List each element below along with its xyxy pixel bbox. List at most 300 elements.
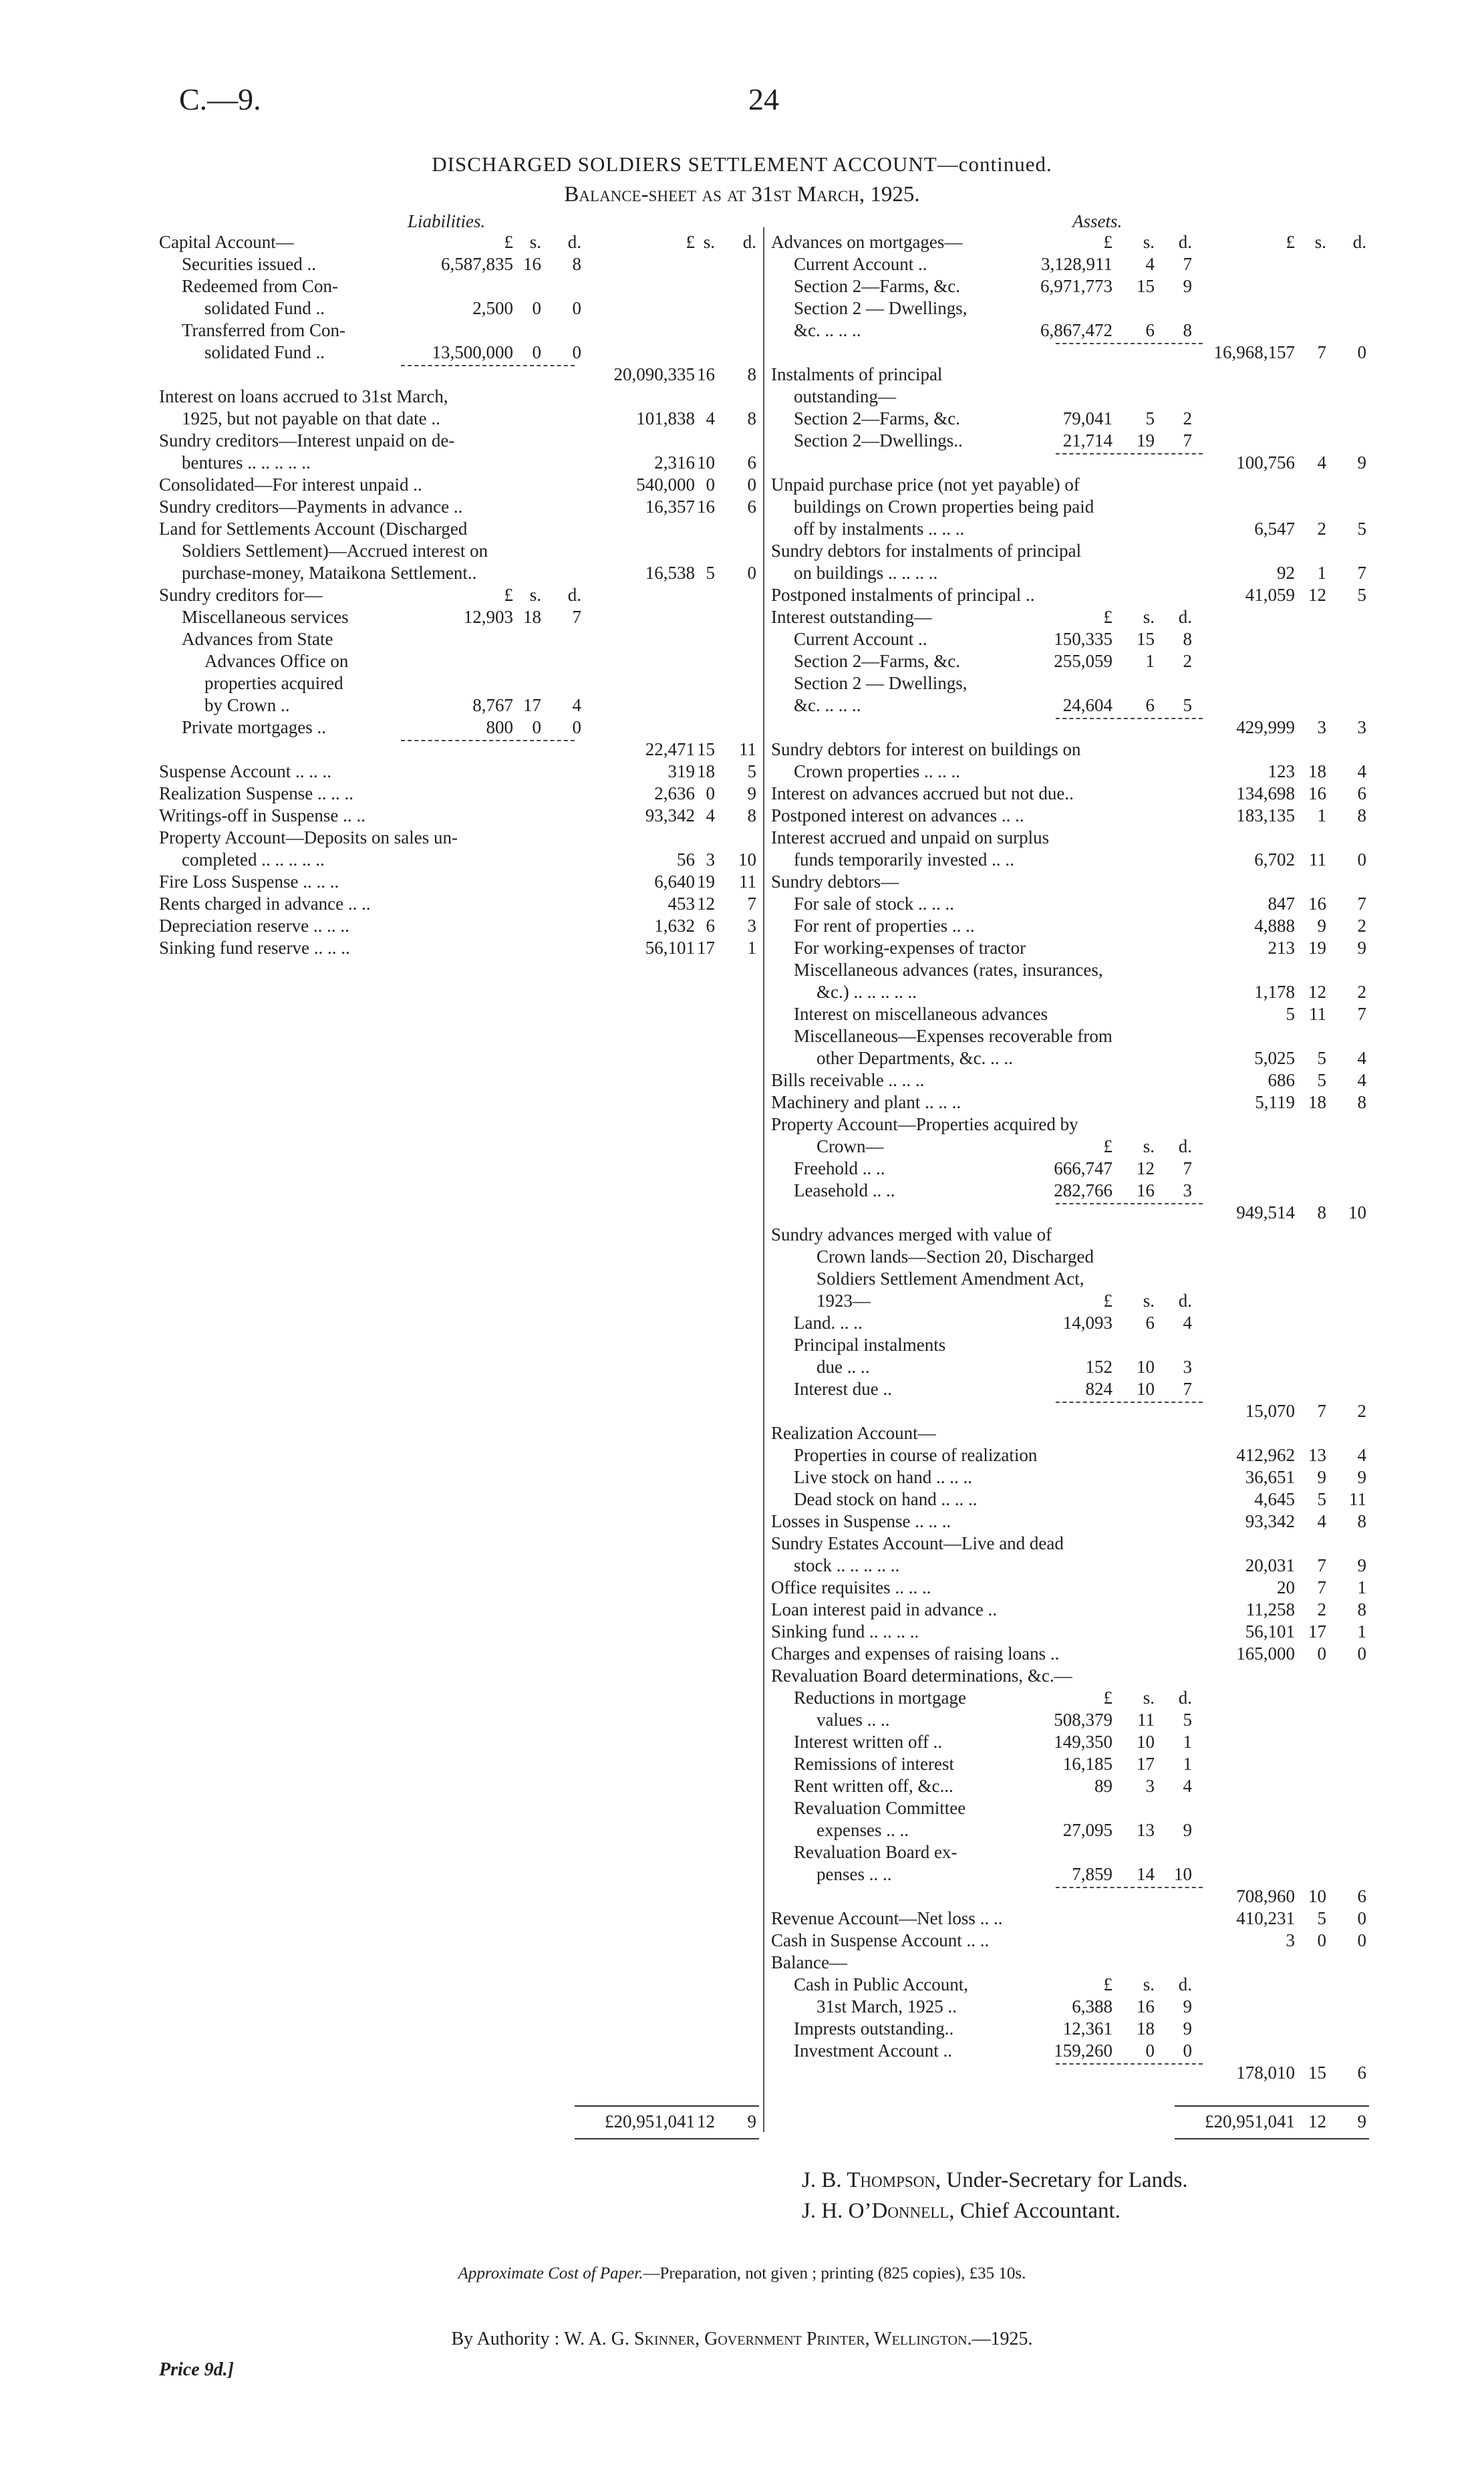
asset-amount-c3: 1 (1183, 1732, 1192, 1752)
asset-amount-c5: 17 (1308, 1621, 1326, 1642)
liability-amount-c3: 7 (572, 607, 581, 627)
asset-row (0, 408, 1484, 430)
asset-row-label: Unpaid purchase price (not yet payable) of (771, 475, 1080, 495)
asset-row (0, 1687, 1484, 1709)
asset-amount-c5: 9 (1317, 1467, 1326, 1487)
asset-row (0, 805, 1484, 827)
liability-row-label: Consolidated—For interest unpaid .. (159, 475, 422, 495)
asset-row (0, 562, 1484, 584)
asset-row-label: Soldiers Settlement Amendment Act, (817, 1269, 1084, 1289)
asset-row-label: Advances on mortgages— (771, 232, 963, 252)
liability-row-label: Soldiers Settlement)—Accrued interest on (182, 541, 488, 561)
asset-amount-c5: 2 (1317, 519, 1326, 539)
liability-amount-c5: 6 (706, 916, 715, 936)
liability-amount-c5: 4 (706, 408, 715, 428)
liability-amount-c4: 101,838 (636, 408, 695, 428)
liability-amount-c6: 3 (747, 916, 756, 936)
liability-row-label: Interest on loans accrued to 31st March, (159, 386, 448, 406)
asset-amount-c6: 0 (1357, 1930, 1366, 1950)
asset-amount-c1: 6,388 (1072, 1996, 1112, 2016)
asset-row (0, 606, 1484, 628)
asset-row (0, 1533, 1484, 1555)
asset-row (0, 1775, 1484, 1797)
asset-row-label: Reductions in mortgage (794, 1688, 966, 1708)
liability-amount-c5: 10 (697, 452, 715, 473)
liability-total-rule-top (575, 2105, 759, 2107)
asset-amount-c3: 2 (1183, 651, 1192, 671)
liability-row-label: Redeemed from Con- (182, 276, 338, 296)
asset-amount-c6: 10 (1348, 1202, 1366, 1222)
asset-row (0, 1511, 1484, 1533)
liability-amount-c5: s. (703, 232, 715, 252)
asset-row (0, 2040, 1484, 2062)
liability-amount-c3: d. (567, 232, 581, 252)
asset-row-label: Freehold .. .. (794, 1158, 885, 1178)
asset-row-label: Section 2—Farms, &c. (794, 651, 960, 671)
asset-amount-c5: 16 (1308, 894, 1326, 914)
document-subtitle: Balance-sheet as at 31st March, 1925. (564, 182, 920, 207)
signature-thompson (802, 2168, 1188, 2193)
asset-row (0, 1665, 1484, 1687)
asset-row (0, 386, 1484, 408)
asset-amount-c3: 3 (1183, 1180, 1192, 1200)
asset-amount-c1: 14,093 (1062, 1313, 1112, 1333)
asset-amount-c3: 7 (1183, 430, 1192, 450)
asset-amount-c3: 5 (1183, 695, 1192, 715)
asset-amount-c1: £ (1103, 232, 1112, 252)
asset-row (0, 1841, 1484, 1863)
asset-row-label: Cash in Public Account, (794, 1974, 968, 1994)
asset-row-label: Postponed interest on advances .. .. (771, 805, 1024, 825)
asset-row-label: Interest written off .. (794, 1732, 943, 1752)
asset-amount-c5: 0 (1317, 1644, 1326, 1664)
asset-amount-c5: 7 (1317, 1577, 1326, 1597)
asset-subtotal-rule (1056, 1203, 1203, 1204)
asset-row-label: other Departments, &c. .. .. (817, 1048, 1013, 1068)
asset-amount-c4: 20 (1277, 1577, 1295, 1597)
liability-amount-c5: 0 (706, 475, 715, 495)
asset-row (0, 628, 1484, 650)
document-code: C.—9. (179, 82, 261, 116)
asset-amount-c4: 20,031 (1245, 1555, 1295, 1575)
asset-row-label: Instalments of principal (771, 364, 943, 384)
asset-row (0, 959, 1484, 981)
asset-amount-c6: 1 (1357, 1621, 1366, 1642)
asset-amount-c6: 2 (1357, 916, 1366, 936)
asset-amount-c1: 79,041 (1062, 408, 1112, 428)
liability-amount-c6: 6 (747, 497, 756, 517)
liability-amount-c6: 1 (747, 938, 756, 958)
asset-row-label: For rent of properties .. .. (794, 916, 975, 936)
asset-row (0, 1334, 1484, 1356)
asset-amount-c3: 9 (1183, 1820, 1192, 1840)
asset-amount-c3: d. (1178, 1136, 1192, 1156)
liability-amount-c6: d. (742, 232, 756, 252)
asset-row-label: Section 2—Farms, &c. (794, 276, 960, 296)
asset-row-label: &c. .. .. .. (794, 320, 861, 340)
asset-amount-c6: 9 (1357, 1555, 1366, 1575)
asset-row-label: Sinking fund .. .. .. .. (771, 1621, 919, 1642)
asset-amount-c6: 9 (1357, 452, 1366, 473)
asset-amount-c4: 93,342 (1245, 1511, 1295, 1531)
asset-amount-c4: 4,645 (1254, 1489, 1295, 1509)
asset-amount-c1: 255,059 (1054, 651, 1112, 671)
asset-amount-c1: £ (1103, 1136, 1112, 1156)
liability-amount-c6: 11 (739, 739, 756, 759)
asset-row (0, 1709, 1484, 1731)
asset-amount-c6: 0 (1357, 849, 1366, 870)
asset-subtotal-rule (1056, 343, 1203, 344)
asset-amount-c5: 5 (1317, 1908, 1326, 1928)
asset-amount-c4: 15,070 (1245, 1401, 1295, 1421)
asset-amount-c3: d. (1178, 1974, 1192, 1994)
asset-row (0, 1047, 1484, 1069)
asset-row-label: Crown properties .. .. .. (794, 761, 960, 781)
asset-amount-c3: 9 (1183, 276, 1192, 296)
asset-amount-c2: 18 (1137, 2018, 1155, 2039)
asset-row (0, 253, 1484, 275)
liability-amount-c4: 2,636 (654, 783, 695, 803)
liability-amount-c3: 4 (572, 695, 581, 715)
asset-subtotal-rule (1056, 718, 1203, 719)
asset-row (0, 981, 1484, 1003)
asset-row-label: Loan interest paid in advance .. (771, 1599, 998, 1619)
asset-amount-c4: 213 (1268, 938, 1295, 958)
asset-amount-c2: 5 (1145, 408, 1155, 428)
asset-amount-c4: 412,962 (1236, 1445, 1295, 1465)
authority-prefix: By Authority : (451, 2329, 560, 2349)
asset-row (0, 915, 1484, 937)
asset-amount-c4: 1,178 (1254, 982, 1295, 1002)
asset-amount-c6: 6 (1357, 1886, 1366, 1906)
liability-amount-c1: 8,767 (472, 695, 513, 715)
liability-amount-c6: 9 (747, 783, 756, 803)
asset-amount-c1: 16,185 (1062, 1754, 1112, 1774)
asset-amount-c4: 183,135 (1236, 805, 1295, 825)
asset-row (0, 430, 1484, 452)
asset-row-label: Interest due .. (794, 1379, 892, 1399)
asset-amount-c3: 2 (1183, 408, 1192, 428)
asset-row-label: Leasehold .. .. (794, 1180, 895, 1200)
asset-row (0, 1114, 1484, 1136)
liability-row-label: Transferred from Con- (182, 320, 345, 340)
liability-row-label: Private mortgages .. (182, 717, 326, 737)
asset-amount-c2: 13 (1137, 1820, 1155, 1840)
asset-amount-c3: 3 (1183, 1357, 1192, 1377)
asset-amount-c1: 150,335 (1054, 629, 1112, 649)
signatory-name: J. H. O’Donnell, (802, 2199, 955, 2223)
liability-amount-c6: 6 (747, 452, 756, 473)
asset-row-label: Section 2 — Dwellings, (794, 298, 968, 318)
asset-row-label: For working-expenses of tractor (794, 938, 1026, 958)
asset-amount-c2: 14 (1137, 1864, 1155, 1884)
liability-row-label: Securities issued .. (182, 254, 316, 274)
asset-amount-c4: 36,651 (1245, 1467, 1295, 1487)
asset-amount-c2: s. (1143, 1688, 1155, 1708)
liability-amount-c5: 4 (706, 805, 715, 825)
asset-row (0, 1158, 1484, 1180)
liability-amount-c5: 3 (706, 849, 715, 870)
liability-amount-c1: 13,500,000 (432, 342, 513, 362)
cost-note-label: Approximate Cost of Paper. (458, 2264, 643, 2282)
asset-amount-c5: 5 (1317, 1070, 1326, 1090)
asset-amount-c1: 24,604 (1062, 695, 1112, 715)
asset-row (0, 1731, 1484, 1753)
asset-row (0, 1952, 1484, 1974)
liability-amount-c4: 20,090,335 (613, 364, 695, 384)
liability-amount-c5: 0 (706, 783, 715, 803)
asset-row (0, 1577, 1484, 1599)
asset-amount-c4: 429,999 (1236, 717, 1295, 737)
asset-amount-c2: 10 (1137, 1379, 1155, 1399)
asset-row (0, 474, 1484, 496)
asset-amount-c5: 10 (1308, 1886, 1326, 1906)
asset-row-label: Interest on advances accrued but not due.. (771, 783, 1074, 803)
asset-row (0, 1224, 1484, 1246)
cost-note (0, 2264, 1484, 2283)
asset-row-label: Section 2 — Dwellings, (794, 673, 968, 693)
asset-amount-c1: 3,128,911 (1041, 254, 1112, 274)
liability-row-label: completed .. .. .. .. .. (182, 849, 325, 870)
liability-grand-total-c4: £20,951,041 (605, 2111, 695, 2131)
asset-amount-c5: s. (1314, 232, 1326, 252)
asset-row (0, 893, 1484, 915)
asset-row (0, 761, 1484, 783)
asset-amount-c2: s. (1143, 607, 1155, 627)
liability-grand-total-c6: 9 (747, 2111, 756, 2131)
liability-amount-c4: 22,471 (645, 739, 695, 759)
asset-amount-c6: 3 (1357, 717, 1366, 737)
asset-row (0, 342, 1484, 364)
asset-amount-c2: 15 (1137, 276, 1155, 296)
asset-row (0, 849, 1484, 871)
asset-amount-c4: £ (1286, 232, 1295, 252)
asset-amount-c3: 7 (1183, 1158, 1192, 1178)
liability-row-label: Realization Suspense .. .. .. (159, 783, 353, 803)
liabilities-heading: Liabilities. (408, 211, 486, 231)
asset-amount-c6: 7 (1357, 1004, 1366, 1024)
asset-row-label: Sundry Estates Account—Live and dead (771, 1533, 1064, 1553)
asset-amount-c3: 4 (1183, 1313, 1192, 1333)
asset-amount-c6: 5 (1357, 585, 1366, 605)
asset-row (0, 937, 1484, 959)
liability-amount-c2: 0 (532, 298, 541, 318)
asset-amount-c3: 1 (1183, 1754, 1192, 1774)
asset-row-label: Remissions of interest (794, 1754, 954, 1774)
asset-amount-c6: 8 (1357, 1511, 1366, 1531)
asset-amount-c1: 6,971,773 (1040, 276, 1112, 296)
asset-amount-c6: 8 (1357, 1092, 1366, 1112)
liability-amount-c3: d. (567, 585, 581, 605)
asset-row (0, 1378, 1484, 1400)
asset-row (0, 1863, 1484, 1885)
asset-row (0, 1422, 1484, 1444)
asset-amount-c5: 1 (1317, 805, 1326, 825)
asset-amount-c1: 149,350 (1054, 1732, 1112, 1752)
liability-row-label: Suspense Account .. .. .. (159, 761, 331, 781)
asset-amount-c5: 0 (1317, 1930, 1326, 1950)
asset-row (0, 1974, 1484, 1996)
asset-amount-c2: 6 (1145, 320, 1155, 340)
asset-row (0, 1466, 1484, 1488)
asset-amount-c4: 5 (1286, 1004, 1295, 1024)
liability-amount-c1: 800 (486, 717, 513, 737)
liability-amount-c6: 5 (747, 761, 756, 781)
asset-row (0, 1202, 1484, 1224)
asset-amount-c2: 6 (1145, 1313, 1155, 1333)
asset-amount-c4: 178,010 (1236, 2063, 1295, 2083)
asset-row (0, 672, 1484, 694)
signature-odonnell (802, 2199, 1121, 2224)
asset-row-label: Rent written off, &c... (794, 1776, 953, 1796)
asset-amount-c6: 8 (1357, 1599, 1366, 1619)
signatory-name: J. B. Thompson, (802, 2168, 941, 2192)
asset-row-label: Investment Account .. (794, 2041, 952, 2061)
asset-row-label: Interest accrued and unpaid on surplus (771, 827, 1050, 847)
asset-amount-c4: 165,000 (1236, 1644, 1295, 1664)
asset-row-label: Revaluation Board ex- (794, 1842, 957, 1862)
liability-amount-c5: 15 (697, 739, 715, 759)
asset-amount-c3: d. (1178, 1291, 1192, 1311)
liability-amount-c5: 16 (697, 364, 715, 384)
asset-row-label: penses .. .. (817, 1864, 892, 1884)
asset-row-label: values .. .. (817, 1710, 890, 1730)
asset-row-label: stock .. .. .. .. .. (794, 1555, 900, 1575)
asset-amount-c5: 5 (1317, 1048, 1326, 1068)
asset-row-label: Interest outstanding— (771, 607, 932, 627)
asset-subtotal-rule (1056, 453, 1203, 454)
liability-amount-c4: 56,101 (645, 938, 695, 958)
asset-amount-c1: 89 (1094, 1776, 1112, 1796)
asset-row (0, 452, 1484, 474)
asset-row (0, 1621, 1484, 1643)
asset-total-rule-top (1175, 2105, 1369, 2107)
asset-amount-c6: 7 (1357, 563, 1366, 583)
liability-amount-c5: 16 (697, 497, 715, 517)
liability-amount-c3: 8 (572, 254, 581, 274)
liability-amount-c2: 16 (523, 254, 541, 274)
asset-row-label: Current Account .. (794, 629, 927, 649)
cost-note-text: —Preparation, not given ; printing (825 copies), £35 10s. (643, 2264, 1026, 2282)
asset-row-label: Crown— (817, 1136, 884, 1156)
liability-row-label: Land for Settlements Account (Discharged (159, 519, 468, 539)
asset-amount-c3: 4 (1183, 1776, 1192, 1796)
liability-amount-c2: 17 (523, 695, 541, 715)
asset-amount-c2: s. (1143, 1291, 1155, 1311)
asset-amount-c6: 2 (1357, 1401, 1366, 1421)
asset-row-label: on buildings .. .. .. .. (794, 563, 938, 583)
asset-row (0, 871, 1484, 893)
liability-amount-c3: 0 (572, 342, 581, 362)
asset-amount-c3: 8 (1183, 320, 1192, 340)
asset-row-label: Losses in Suspense .. .. .. (771, 1511, 951, 1531)
asset-amount-c2: 17 (1137, 1754, 1155, 1774)
liability-row-label: 1925, but not payable on that date .. (182, 408, 440, 428)
asset-amount-c4: 3 (1286, 1930, 1295, 1950)
liability-amount-c6: 10 (738, 849, 756, 870)
asset-amount-c6: 4 (1357, 1445, 1366, 1465)
asset-amount-c1: 508,379 (1054, 1710, 1112, 1730)
asset-row-label: Sundry debtors— (771, 872, 899, 892)
liability-amount-c1: 12,903 (463, 607, 513, 627)
asset-row-label: Principal instalments (794, 1335, 946, 1355)
authority-text: W. A. G. Skinner, Government Printer, Wellington.—1925. (564, 2329, 1033, 2349)
asset-row-label: Revenue Account—Net loss .. .. (771, 1908, 1003, 1928)
asset-row-label: outstanding— (794, 386, 896, 406)
document-title: DISCHARGED SOLDIERS SETTLEMENT ACCOUNT—continued. (432, 152, 1052, 176)
asset-amount-c4: 708,960 (1236, 1886, 1295, 1906)
asset-amount-c6: 4 (1357, 1048, 1366, 1068)
asset-amount-c5: 11 (1309, 849, 1326, 870)
asset-row-label: Realization Account— (771, 1423, 936, 1443)
liability-amount-c4: 1,632 (654, 916, 695, 936)
liability-row-label: Depreciation reserve .. .. .. (159, 916, 349, 936)
liability-row-label: bentures .. .. .. .. .. (182, 452, 311, 473)
asset-amount-c1: 27,095 (1062, 1820, 1112, 1840)
asset-row (0, 1091, 1484, 1114)
asset-row (0, 518, 1484, 540)
asset-amount-c2: 19 (1137, 430, 1155, 450)
asset-row-label: Sundry debtors for interest on buildings on (771, 739, 1081, 759)
asset-row (0, 1643, 1484, 1665)
asset-amount-c5: 9 (1317, 916, 1326, 936)
asset-amount-c6: 0 (1357, 342, 1366, 362)
asset-row (0, 364, 1484, 386)
asset-amount-c2: 16 (1137, 1180, 1155, 1200)
liability-total-rule-bottom (575, 2138, 759, 2139)
asset-row (0, 650, 1484, 672)
asset-amount-c6: 11 (1349, 1489, 1366, 1509)
asset-row (0, 1246, 1484, 1268)
asset-amount-c3: d. (1178, 607, 1192, 627)
asset-row-label: Property Account—Properties acquired by (771, 1114, 1078, 1134)
asset-amount-c6: 6 (1357, 783, 1366, 803)
asset-amount-c4: 92 (1277, 563, 1295, 583)
asset-amount-c2: 3 (1145, 1776, 1155, 1796)
liability-amount-c3: 0 (572, 298, 581, 318)
signatory-role: Under-Secretary for Lands. (946, 2168, 1188, 2192)
liability-amount-c5: 17 (697, 938, 715, 958)
asset-row (0, 1025, 1484, 1047)
asset-amount-c3: 9 (1183, 2018, 1192, 2039)
asset-row-label: Balance— (771, 1952, 847, 1972)
asset-amount-c2: 6 (1145, 695, 1155, 715)
asset-amount-c6: 0 (1357, 1908, 1366, 1928)
asset-amount-c4: 6,702 (1254, 849, 1295, 870)
liability-row-label: solidated Fund .. (204, 342, 325, 362)
asset-row (0, 1290, 1484, 1312)
asset-row (0, 2062, 1484, 2084)
asset-row (0, 2018, 1484, 2040)
liability-amount-c2: 0 (532, 342, 541, 362)
asset-amount-c3: 9 (1183, 1996, 1192, 2016)
liability-amount-c4: 16,357 (645, 497, 695, 517)
asset-row (0, 1180, 1484, 1202)
liability-row-label: Sundry creditors—Payments in advance .. (159, 497, 463, 517)
asset-amount-c5: 16 (1308, 783, 1326, 803)
asset-amount-c1: 12,361 (1062, 2018, 1112, 2039)
liability-amount-c6: 0 (747, 563, 756, 583)
asset-amount-c2: 12 (1137, 1158, 1155, 1178)
asset-amount-c6: 6 (1357, 2063, 1366, 2083)
asset-amount-c6: d. (1352, 232, 1366, 252)
liability-row-label: Sundry creditors for— (159, 585, 323, 605)
asset-amount-c2: 16 (1137, 1996, 1155, 2016)
asset-amount-c5: 18 (1308, 1092, 1326, 1112)
signatory-role: Chief Accountant. (959, 2199, 1121, 2223)
asset-amount-c6: 8 (1357, 805, 1366, 825)
liability-row-label: purchase-money, Mataikona Settlement.. (182, 563, 477, 583)
